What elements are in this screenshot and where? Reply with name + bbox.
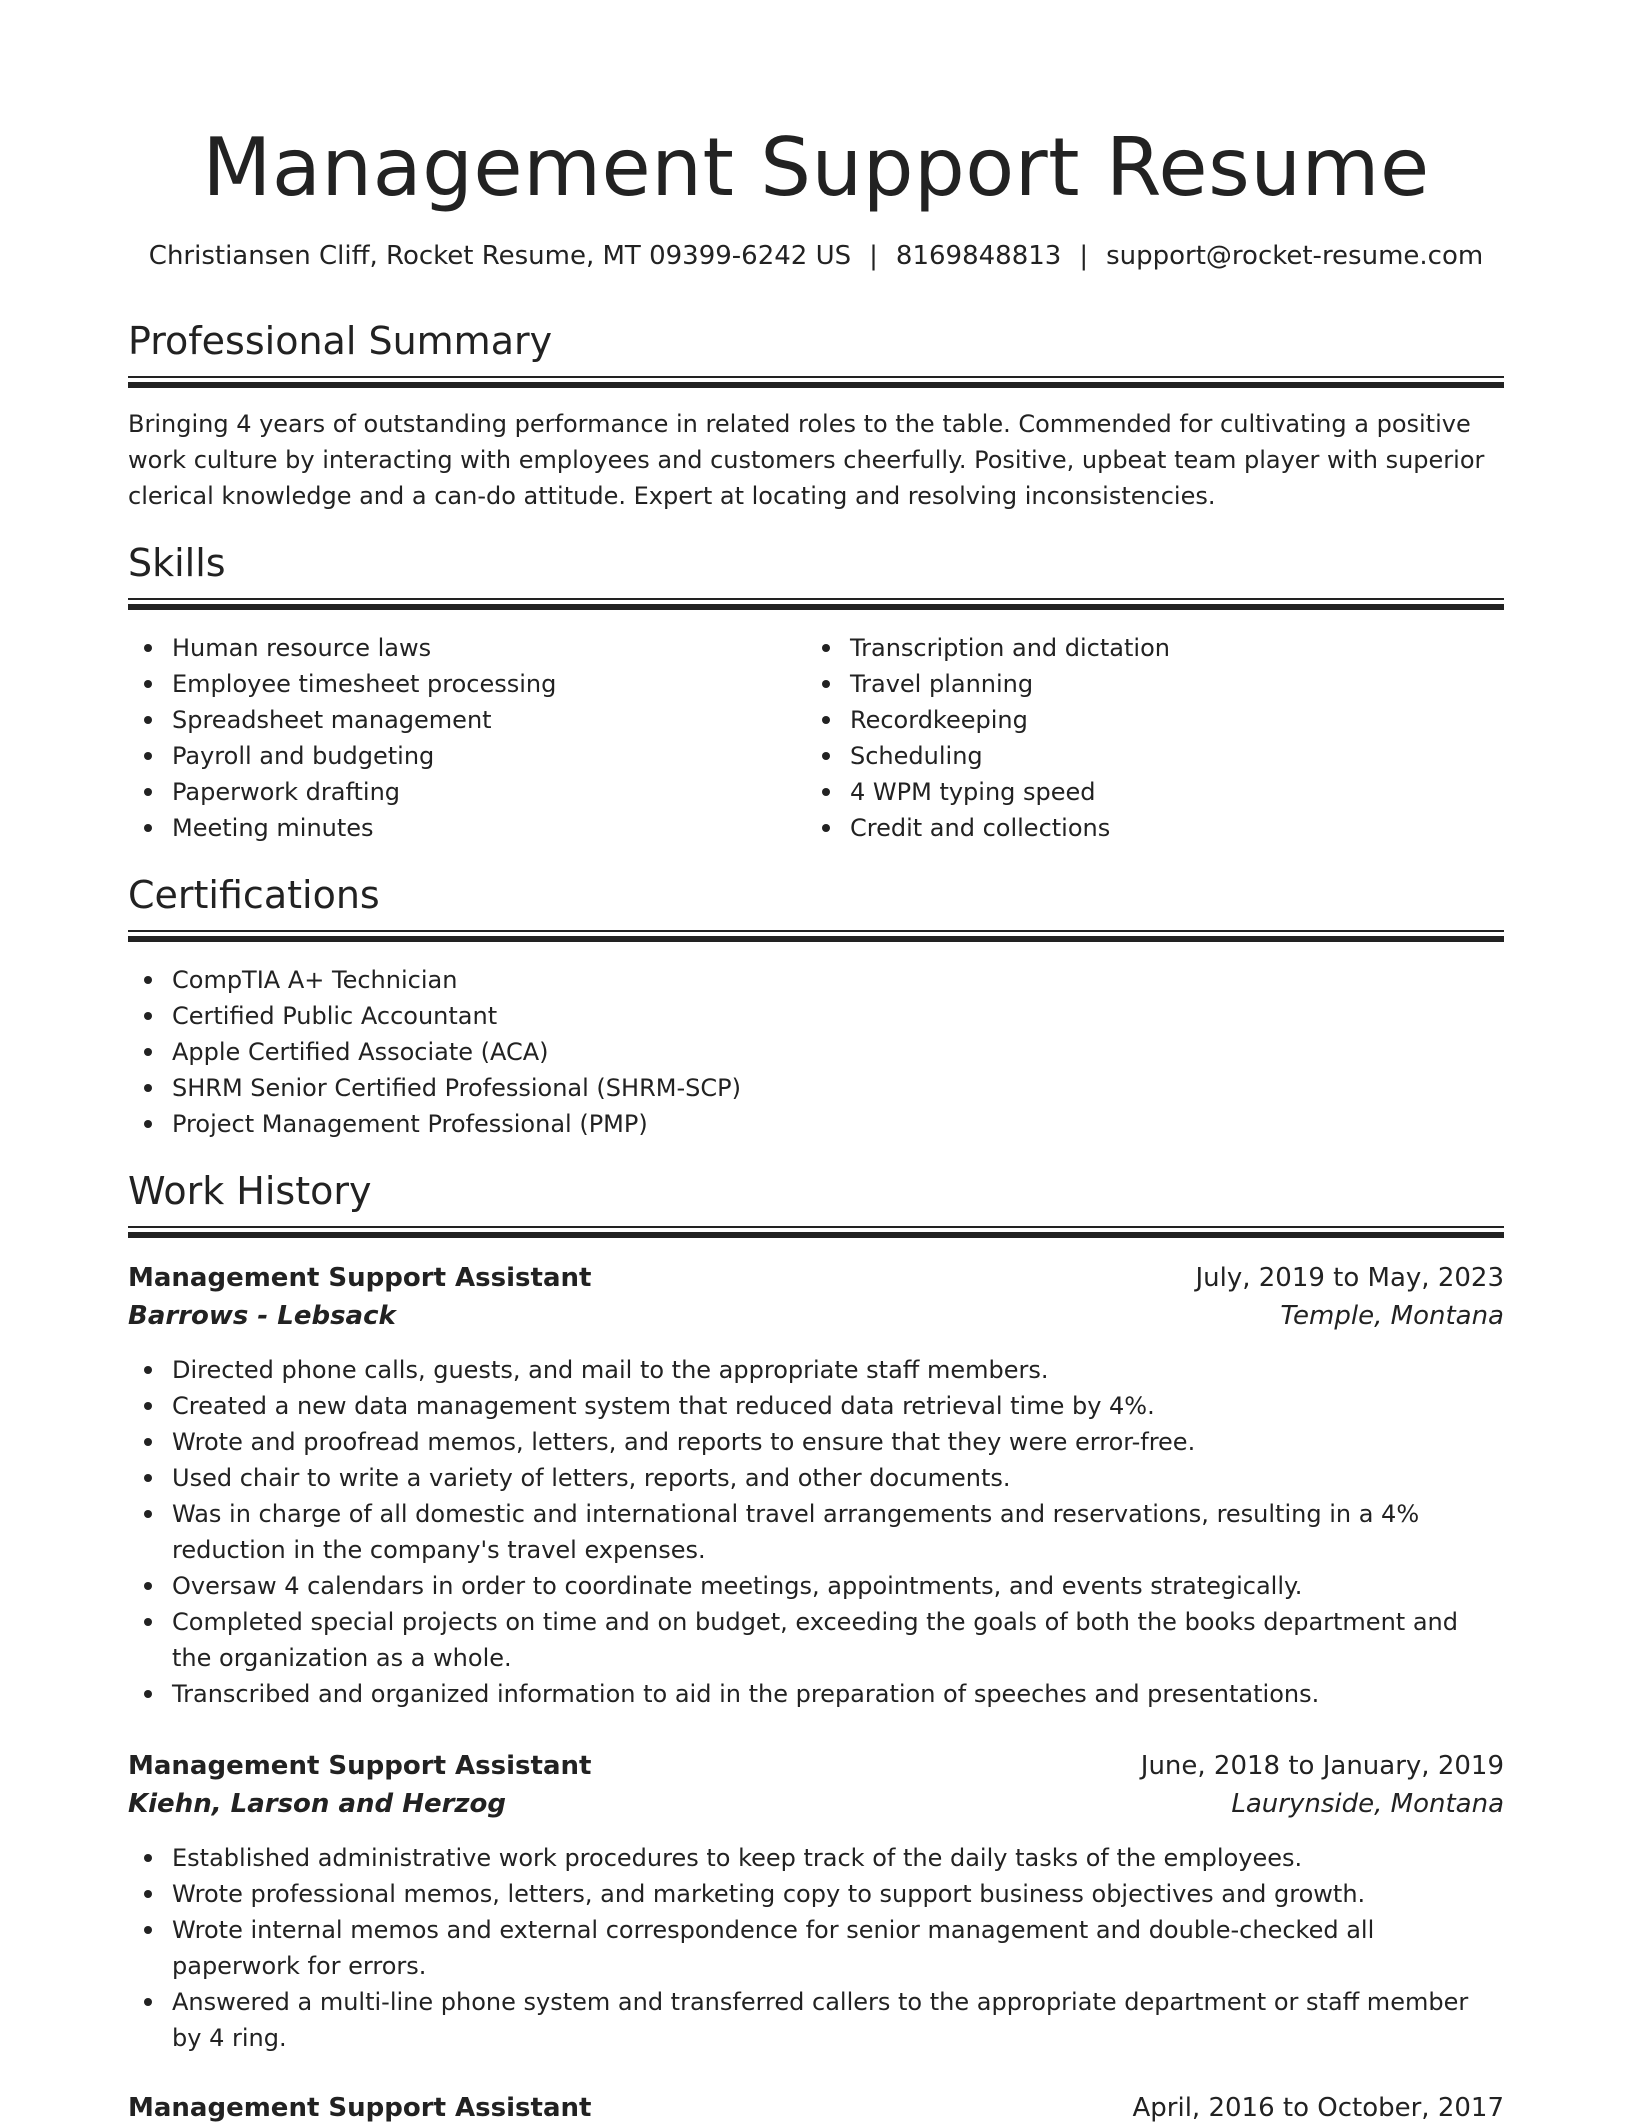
contact-separator: | xyxy=(869,241,878,271)
job-bullets xyxy=(128,1840,1504,2056)
list-item: Meeting minutes xyxy=(172,810,812,846)
list-item: Spreadsheet management xyxy=(172,702,812,738)
job-title: Management Support Assistant xyxy=(128,2093,592,2123)
job-title: Management Support Assistant xyxy=(128,1751,592,1781)
section-divider xyxy=(128,598,1504,610)
resume-title: Management Support Resume xyxy=(202,121,1430,214)
list-item: Transcribed and organized information to aid in the preparation of speeches and presentations. xyxy=(172,1676,1504,1712)
job-company: Barrows - Lebsack xyxy=(128,1301,396,1331)
list-item: Was in charge of all domestic and international travel arrangements and reservations, resulting in a 4% reduction in the company's travel expenses. xyxy=(172,1496,1504,1568)
list-item: Answered a multi-line phone system and transferred callers to the appropriate department or staff member by 4 ring. xyxy=(172,1984,1504,2056)
list-item: Transcription and dictation xyxy=(850,630,1490,666)
section-heading-work-history: Work History xyxy=(128,1169,372,1213)
list-item: Used chair to write a variety of letters, reports, and other documents. xyxy=(172,1460,1504,1496)
contact-line xyxy=(0,238,1632,274)
skills-list-right xyxy=(806,630,1490,846)
list-item: Scheduling xyxy=(850,738,1490,774)
section-divider xyxy=(128,376,1504,388)
list-item: Wrote professional memos, letters, and marketing copy to support business objectives and growth. xyxy=(172,1876,1504,1912)
section-heading-summary: Professional Summary xyxy=(128,319,553,363)
job-company: Kiehn, Larson and Herzog xyxy=(128,1789,507,1819)
list-item: Oversaw 4 calendars in order to coordinate meetings, appointments, and events strategically. xyxy=(172,1568,1504,1604)
skills-list-left xyxy=(128,630,812,846)
job-location: Temple, Montana xyxy=(1280,1301,1504,1331)
job-dates: April, 2016 to October, 2017 xyxy=(1132,2093,1504,2123)
list-item: Wrote and proofread memos, letters, and reports to ensure that they were error-free. xyxy=(172,1424,1504,1460)
section-divider xyxy=(128,930,1504,942)
list-item: Employee timesheet processing xyxy=(172,666,812,702)
contact-email: support@rocket-resume.com xyxy=(1106,241,1484,271)
list-item: Travel planning xyxy=(850,666,1490,702)
list-item: Project Management Professional (PMP) xyxy=(172,1106,1502,1142)
list-item: Credit and collections xyxy=(850,810,1490,846)
list-item: CompTIA A+ Technician xyxy=(172,962,1502,998)
list-item: 4 WPM typing speed xyxy=(850,774,1490,810)
section-divider xyxy=(128,1226,1504,1238)
section-heading-skills: Skills xyxy=(128,541,226,585)
list-item: SHRM Senior Certified Professional (SHRM-SCP) xyxy=(172,1070,1502,1106)
list-item: Human resource laws xyxy=(172,630,812,666)
list-item: Directed phone calls, guests, and mail to the appropriate staff members. xyxy=(172,1352,1504,1388)
list-item: Created a new data management system that reduced data retrieval time by 4%. xyxy=(172,1388,1504,1424)
contact-address: Christiansen Cliff, Rocket Resume, MT 09399-6242 US xyxy=(148,241,852,271)
list-item: Paperwork drafting xyxy=(172,774,812,810)
certifications-list xyxy=(128,962,1502,1142)
summary-text: Bringing 4 years of outstanding performance in related roles to the table. Commended for cultivating a positive work culture by interacting with employees and customers cheerfully. Positive, upbeat team player with superior clerical knowledge and a can-do attitude. Expert at locating and resolving inconsistencies. xyxy=(128,410,1485,510)
list-item: Payroll and budgeting xyxy=(172,738,812,774)
job-title: Management Support Assistant xyxy=(128,1263,592,1293)
contact-separator: | xyxy=(1079,241,1089,271)
list-item: Recordkeeping xyxy=(850,702,1490,738)
section-heading-certifications: Certifications xyxy=(128,873,380,917)
list-item: Established administrative work procedures to keep track of the daily tasks of the employees. xyxy=(172,1840,1504,1876)
contact-phone: 8169848813 xyxy=(895,241,1062,271)
list-item: Wrote internal memos and external correspondence for senior management and double-checked all paperwork for errors. xyxy=(172,1912,1504,1984)
job-bullets xyxy=(128,1352,1504,1712)
list-item: Completed special projects on time and on budget, exceeding the goals of both the books department and the organization as a whole. xyxy=(172,1604,1504,1676)
job-dates: June, 2018 to January, 2019 xyxy=(1140,1751,1504,1781)
job-location: Laurynside, Montana xyxy=(1231,1789,1504,1819)
list-item: Apple Certified Associate (ACA) xyxy=(172,1034,1502,1070)
list-item: Certified Public Accountant xyxy=(172,998,1502,1034)
job-dates: July, 2019 to May, 2023 xyxy=(1195,1263,1504,1293)
